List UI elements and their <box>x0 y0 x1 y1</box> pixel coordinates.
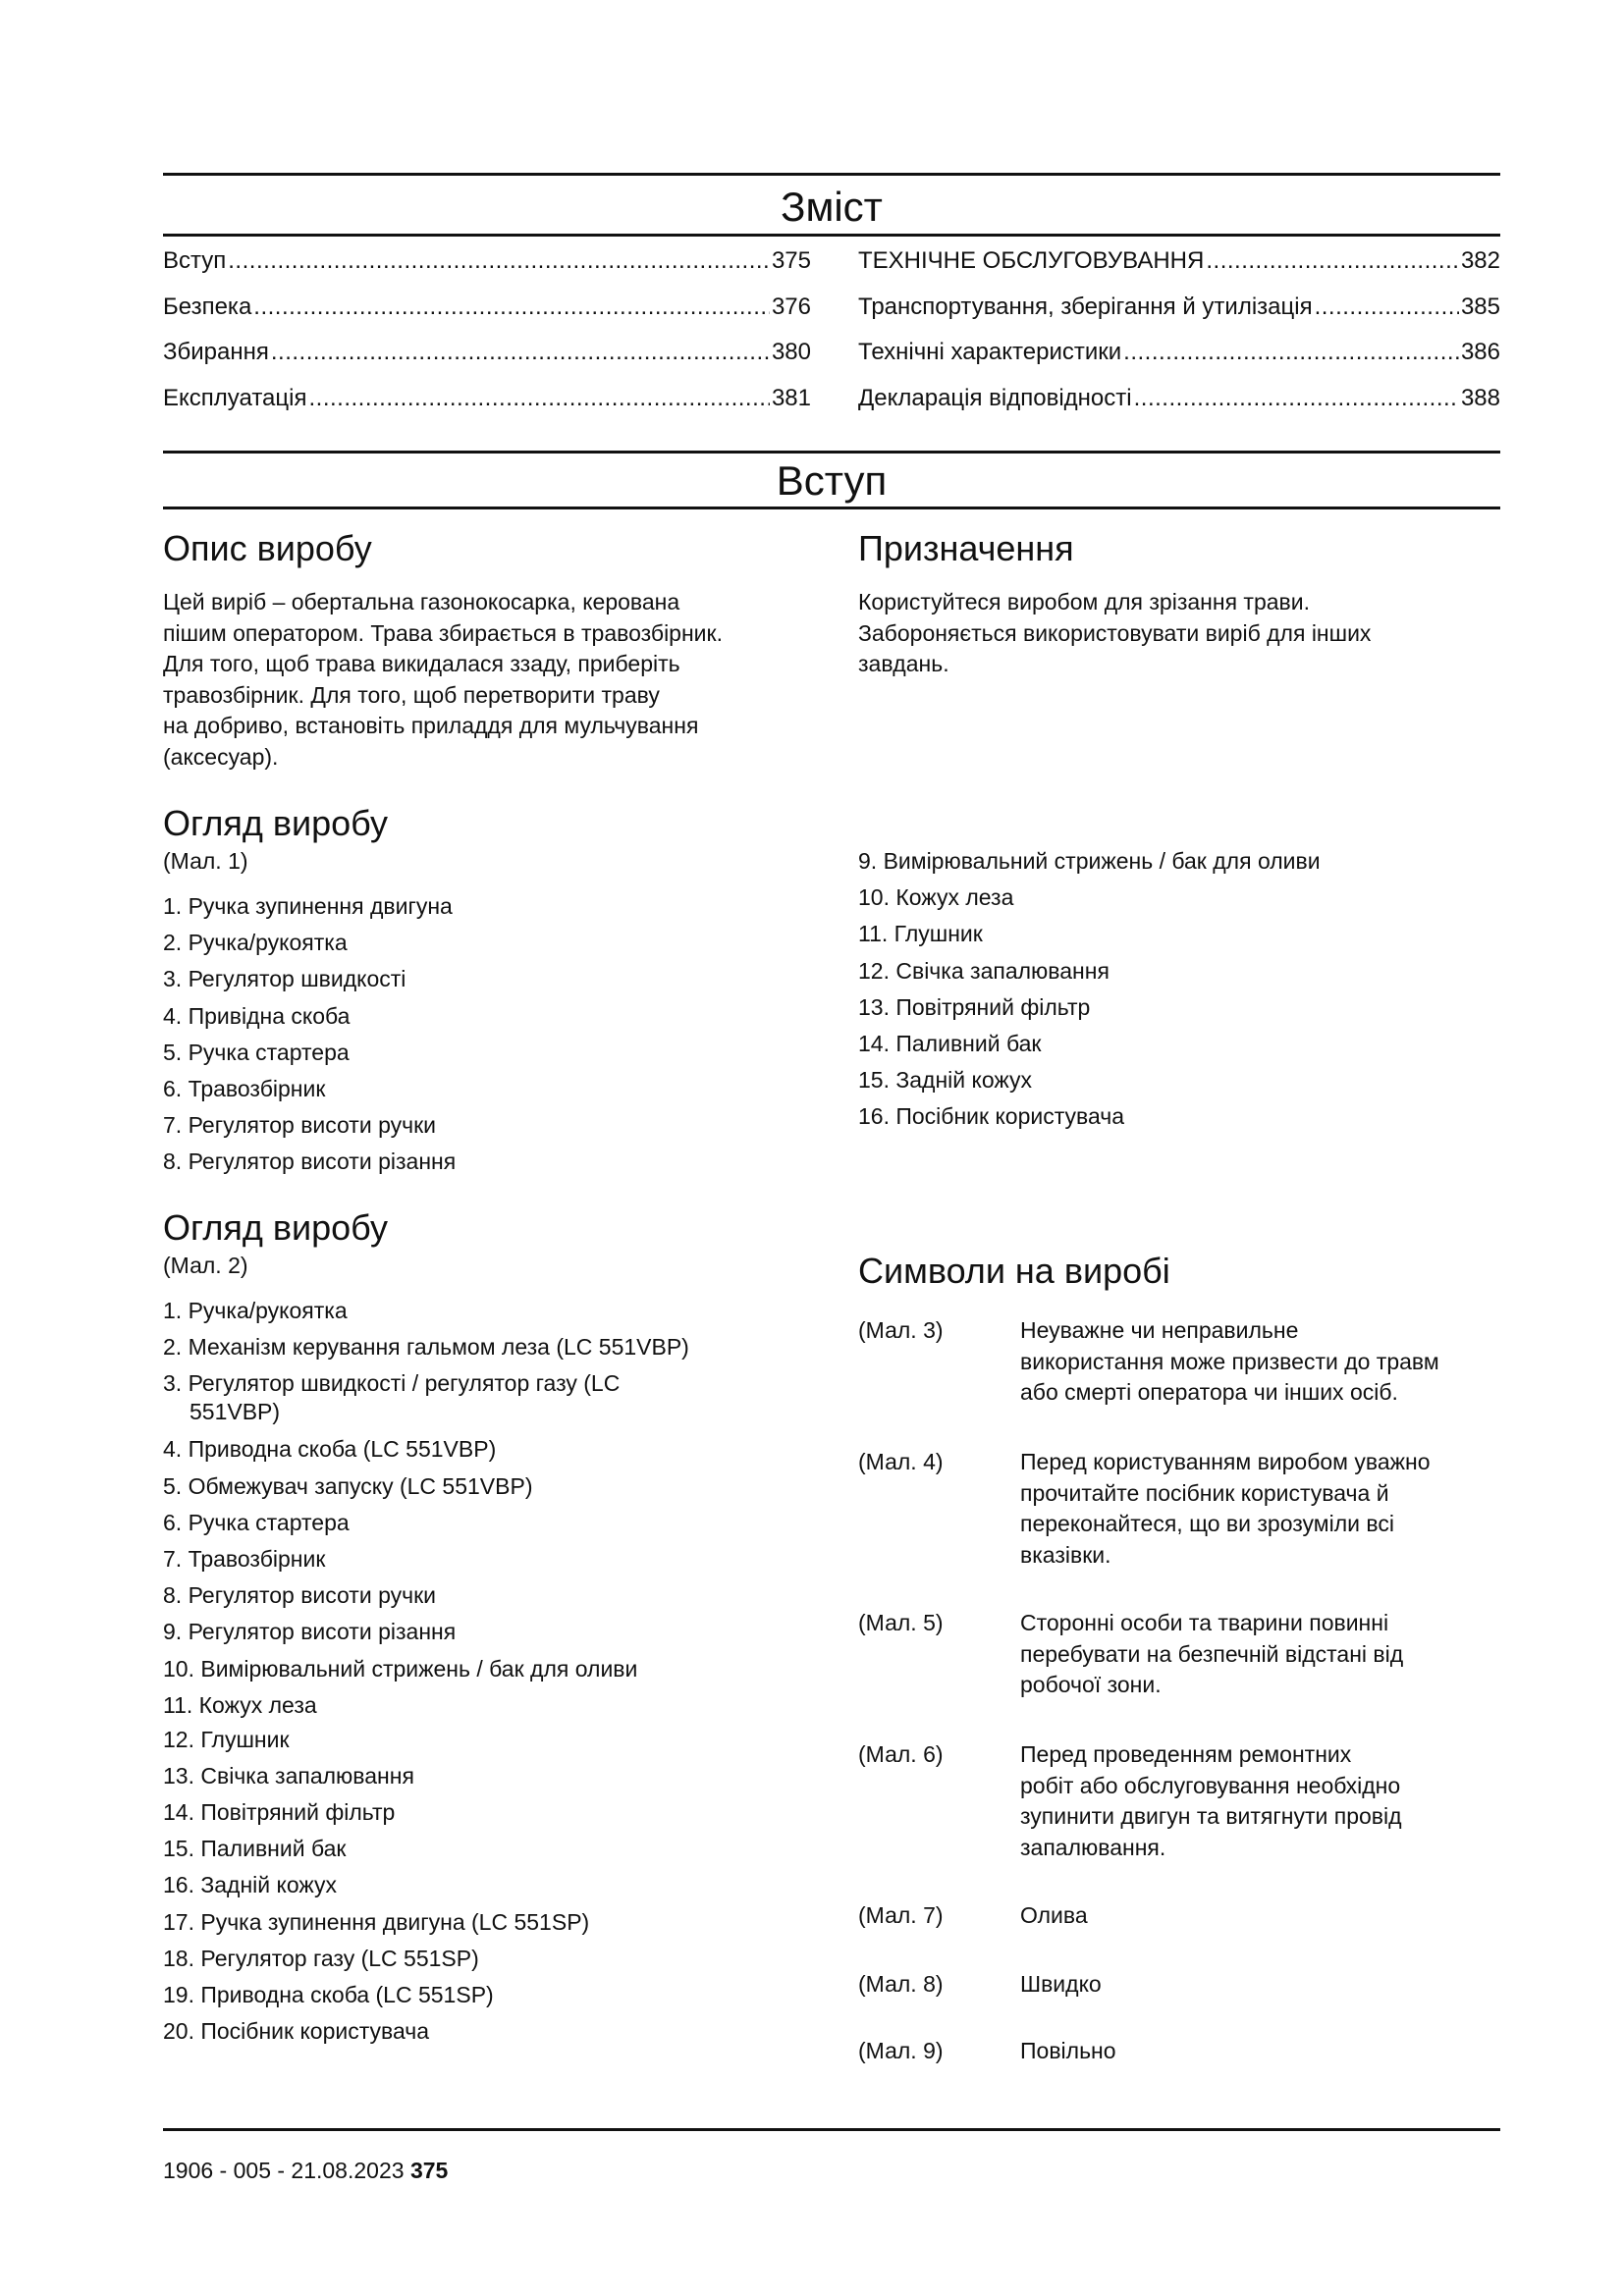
list-item: 12. Глушник <box>163 1726 290 1752</box>
list-item: 12. Свічка запалювання <box>858 957 1110 984</box>
overview2-figure-ref: (Мал. 2) <box>163 1253 248 1278</box>
list-item: 18. Регулятор газу (LC 551SP) <box>163 1945 479 1971</box>
list-item: 7. Травозбірник <box>163 1545 326 1572</box>
list-item: 10. Кожух леза <box>858 884 1014 911</box>
list-item: 2. Механізм керування гальмом леза (LC 551VBP) <box>163 1334 689 1361</box>
purpose-text: Користуйтеся виробом для зрізання трави. Забороняється використовувати виріб для інших завдань. <box>858 589 1372 676</box>
list-item: 9. Вимірювальний стрижень / бак для оливи <box>858 848 1321 874</box>
list-item: 7. Регулятор висоти ручки <box>163 1112 437 1139</box>
symbol-description: Перед користуванням виробом уважно прочитайте посібник користувача й переконайтеся, що ви зрозуміли всі вказівки. <box>1020 1449 1431 1568</box>
symbol-figure-ref: (Мал. 4) <box>858 1449 944 1474</box>
toc-entry[interactable]: Збирання ..... 380 <box>163 339 811 385</box>
overview1-list-right <box>858 846 1506 1139</box>
toc-entry[interactable]: Експлуатація ..... 381 <box>163 385 811 431</box>
list-item: 11. Глушник <box>858 921 983 947</box>
footer-doc-code: 1906 - 005 - 21.08.2023 <box>163 2158 405 2183</box>
footer-page-number: 375 <box>409 2158 449 2183</box>
list-item: 15. Паливний бак <box>163 1836 347 1862</box>
overview1-heading: Огляд виробу <box>163 803 388 843</box>
overview1-figure-ref: (Мал. 1) <box>163 848 248 874</box>
list-item: 16. Посібник користувача <box>858 1103 1125 1130</box>
symbol-figure-ref: (Мал. 7) <box>858 1902 944 1928</box>
list-item: 11. Кожух леза <box>163 1691 317 1718</box>
list-item: 13. Свічка запалювання <box>163 1762 414 1789</box>
toc-bottom-rule <box>163 234 1500 237</box>
symbol-description: Повільно <box>1020 2038 1116 2063</box>
toc-entry[interactable]: Вступ ..... 375 <box>163 247 811 294</box>
page-footer <box>163 2158 448 2184</box>
symbol-description: Швидко <box>1020 1971 1102 1997</box>
symbol-figure-ref: (Мал. 6) <box>858 1741 944 1767</box>
overview1-list-left <box>163 891 811 1184</box>
symbol-description: Перед проведенням ремонтних робіт або обслуговування необхідно зупинити двигун та витягнути провід запалювання. <box>1020 1741 1402 1860</box>
list-item: 3. Регулятор швидкості / регулятор газу (LC <box>163 1370 621 1397</box>
list-item: 5. Ручка стартера <box>163 1039 350 1065</box>
toc-entry[interactable]: Безпека ..... 376 <box>163 294 811 340</box>
list-item: 8. Регулятор висоти різання <box>163 1148 457 1175</box>
list-item: 4. Привідна скоба <box>163 1002 351 1029</box>
list-item: 19. Приводна скоба (LC 551SP) <box>163 1982 494 2007</box>
list-item: 2. Ручка/рукоятка <box>163 930 348 956</box>
list-item: 4. Приводна скоба (LC 551VBP) <box>163 1436 497 1463</box>
symbol-figure-ref: (Мал. 9) <box>858 2038 944 2063</box>
toc-right-column <box>858 247 1500 430</box>
symbol-description: Сторонні особи та тварини повинні перебувати на безпечній відстані від робочої зони. <box>1020 1610 1404 1697</box>
symbols-heading: Символи на виробі <box>858 1251 1170 1291</box>
section-bottom-rule <box>163 507 1500 509</box>
list-item: 15. Задній кожух <box>858 1067 1033 1094</box>
list-item: 1. Ручка/рукоятка <box>163 1298 348 1323</box>
description-heading: Опис виробу <box>163 528 372 568</box>
list-item: 13. Повітряний фільтр <box>858 993 1091 1020</box>
symbol-description: Неуважне чи неправильне використання може призвести до травм або смерті оператора чи інших осіб. <box>1020 1317 1439 1405</box>
toc-entry[interactable]: Декларація відповідності ..... 388 <box>858 385 1500 431</box>
overview2-list <box>163 1296 811 2053</box>
list-item: 551VBP) <box>189 1399 281 1425</box>
list-item: 14. Повітряний фільтр <box>163 1799 396 1826</box>
list-item: 16. Задній кожух <box>163 1872 338 1898</box>
symbol-figure-ref: (Мал. 3) <box>858 1317 944 1343</box>
toc-left-column <box>163 247 811 430</box>
list-item: 5. Обмежувач запуску (LC 551VBP) <box>163 1472 533 1499</box>
purpose-heading: Призначення <box>858 528 1074 568</box>
section-title: Вступ <box>776 457 888 504</box>
list-item: 10. Вимірювальний стрижень / бак для оливи <box>163 1655 638 1682</box>
toc-top-rule <box>163 173 1500 176</box>
list-item: 14. Паливний бак <box>858 1030 1042 1056</box>
overview2-heading: Огляд виробу <box>163 1207 388 1248</box>
symbol-figure-ref: (Мал. 8) <box>858 1971 944 1997</box>
symbol-figure-ref: (Мал. 5) <box>858 1610 944 1635</box>
footer-rule <box>163 2128 1500 2131</box>
description-text: Цей виріб – обертальна газонокосарка, керована пішим оператором. Трава збирається в травозбірник. Для того, щоб трава викидалася ззаду, приберіть травозбірник. Для того, щоб перетворити траву на добриво, встановіть приладдя для мульчування (аксесуар). <box>163 589 723 770</box>
list-item: 8. Регулятор висоти ручки <box>163 1582 437 1609</box>
toc-entry[interactable]: Транспортування, зберігання й утилізація ..... 385 <box>858 294 1500 340</box>
list-item: 17. Ручка зупинення двигуна (LC 551SP) <box>163 1908 590 1935</box>
list-item: 9. Регулятор висоти різання <box>163 1619 457 1645</box>
toc-entry[interactable]: ТЕХНІЧНЕ ОБСЛУГОВУВАННЯ ..... 382 <box>858 247 1500 294</box>
list-item: 6. Травозбірник <box>163 1075 326 1101</box>
section-top-rule <box>163 451 1500 454</box>
list-item: 6. Ручка стартера <box>163 1509 350 1535</box>
toc-title: Зміст <box>781 184 883 230</box>
list-item: 1. Ручка зупинення двигуна <box>163 893 453 919</box>
list-item: 20. Посібник користувача <box>163 2018 430 2045</box>
symbol-description: Олива <box>1020 1902 1088 1928</box>
toc-entry[interactable]: Технічні характеристики ..... 386 <box>858 339 1500 385</box>
list-item: 3. Регулятор швидкості <box>163 966 406 992</box>
